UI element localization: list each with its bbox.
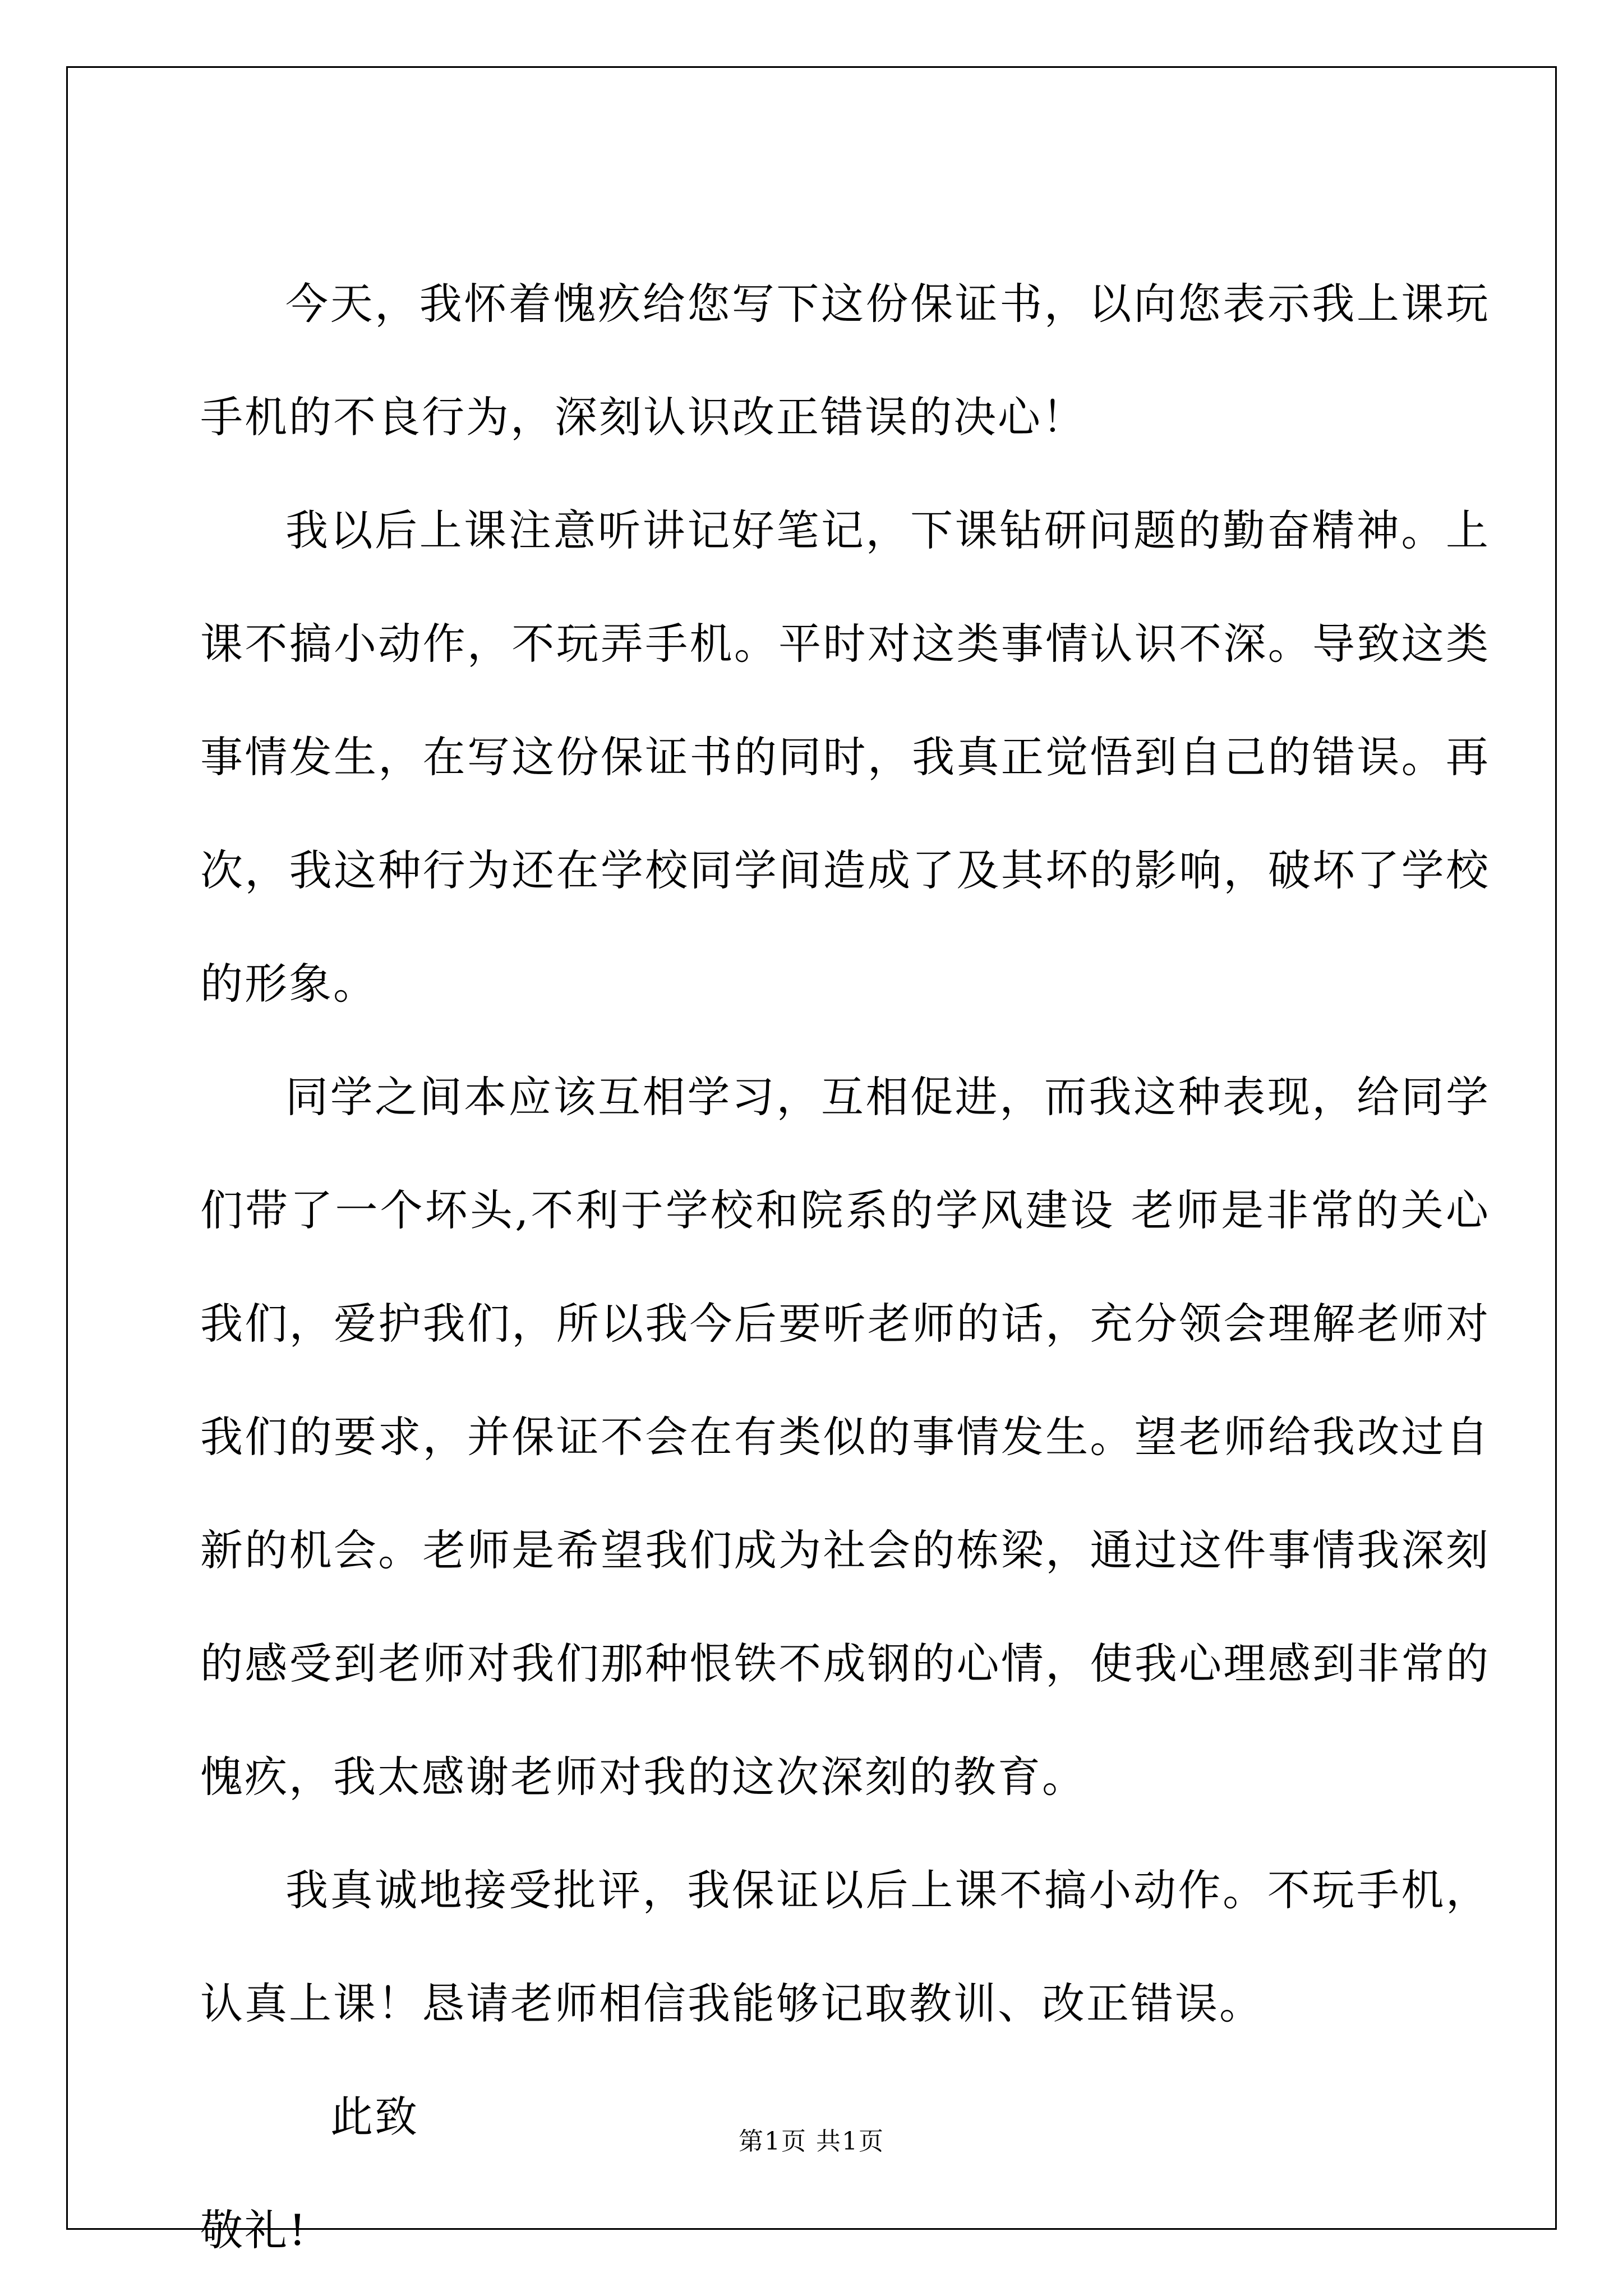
closing-phrase: 此致 <box>330 2092 419 2142</box>
paragraph-2: 我以后上课注意听讲记好笔记，下课钻研问题的勤奋精神。上课不搞小动作，不玩弄手机。平时对这类事情认识不深。导致这类事情发生，在写这份保证书的同时，我真正觉悟到自己的错误。再次，我这种行为还在学校同学间造成了及其坏的影响，破坏了学校的形象。 <box>200 505 1490 1009</box>
document-body <box>200 247 1490 2287</box>
paragraph-4: 我真诚地接受批评，我保证以后上课不搞小动作。不玩手机，认真上课！恳请老师相信我能够记取教训、改正错误。 <box>200 1865 1490 2028</box>
document-page <box>66 66 1557 2255</box>
salutation: 敬礼! <box>200 2205 308 2255</box>
page-number-footer: 第1页 共1页 <box>739 2127 884 2156</box>
paragraph-3: 同学之间本应该互相学习，互相促进，而我这种表现，给同学们带了一个坏头,不利于学校和院系的学风建设 老师是非常的关心我们，爱护我们，所以我今后要听老师的话，充分领会理解老师对我们的要求，并保证不会在有类似的事情发生。望老师给我改过自新的机会。老师是希望我们成为社会的栋梁，通过这件事情我深刻的感受到老师对我们那种恨铁不成钢的心情，使我心理感到非常的愧疚，我太感谢老师对我的这次深刻的教育。 <box>200 1072 1490 1802</box>
paragraph-1: 今天，我怀着愧疚给您写下这份保证书，以向您表示我上课玩手机的不良行为，深刻认识改正错误的决心！ <box>200 279 1490 442</box>
